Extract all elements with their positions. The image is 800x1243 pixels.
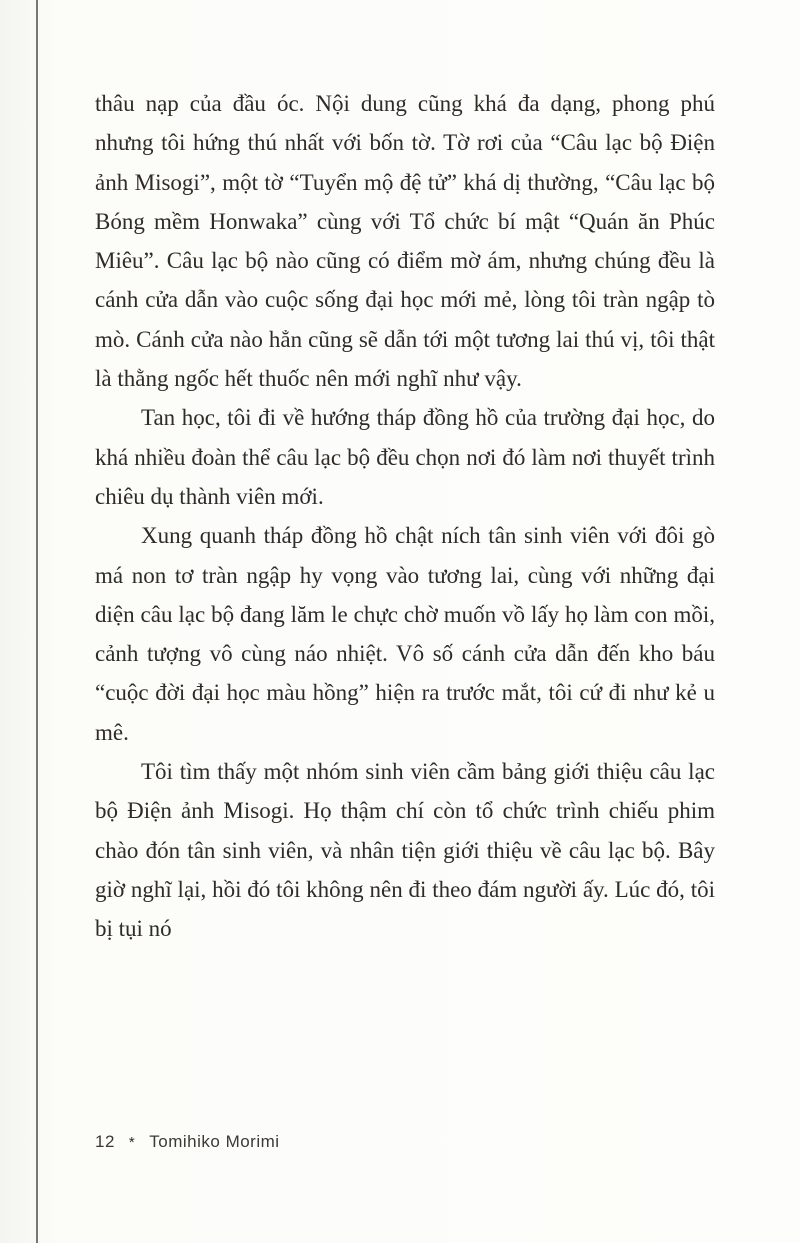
body-text bbox=[95, 84, 715, 949]
paragraph: Xung quanh tháp đồng hồ chật ních tân sinh viên với đôi gò má non tơ tràn ngập hy vọng vào tương lai, cùng với những đại diện câu lạc bộ đang lăm le chực chờ muốn vồ lấy họ làm con mồi, cảnh tượng vô cùng náo nhiệt. Vô số cánh cửa dẫn đến kho báu “cuộc đời đại học màu hồng” hiện ra trước mắt, tôi cứ đi như kẻ u mê. bbox=[95, 523, 715, 745]
paragraph: thâu nạp của đầu óc. Nội dung cũng khá đa dạng, phong phú nhưng tôi hứng thú nhất với bốn tờ. Tờ rơi của “Câu lạc bộ Điện ảnh Misogi”, một tờ “Tuyển mộ đệ tử” khá dị thường, “Câu lạc bộ Bóng mềm Honwaka” cùng với Tổ chức bí mật “Quán ăn Phúc Miêu”. Câu lạc bộ nào cũng có điểm mờ ám, nhưng chúng đều là cánh cửa dẫn vào cuộc sống đại học mới mẻ, lòng tôi tràn ngập tò mò. Cánh cửa nào hẳn cũng sẽ dẫn tới một tương lai thú vị, tôi thật là thằng ngốc hết thuốc nên mới nghĩ như vậy. bbox=[95, 91, 715, 392]
paragraph: Tôi tìm thấy một nhóm sinh viên cầm bảng giới thiệu câu lạc bộ Điện ảnh Misogi. Họ thậm chí còn tổ chức trình chiếu phim chào đón tân sinh viên, và nhân tiện giới thiệu về câu lạc bộ. Bây giờ nghĩ lại, hồi đó tôi không nên đi theo đám người ấy. Lúc đó, tôi bị tụi nó bbox=[95, 759, 715, 942]
page-edge-line bbox=[36, 0, 38, 1243]
page-number: 12 bbox=[95, 1132, 115, 1151]
page-footer bbox=[95, 1132, 715, 1152]
asterisk-icon: * bbox=[128, 1133, 136, 1151]
paragraph: Tan học, tôi đi về hướng tháp đồng hồ của trường đại học, do khá nhiều đoàn thể câu lạc bộ đều chọn nơi đó làm nơi thuyết trình chiêu dụ thành viên mới. bbox=[95, 405, 715, 509]
author-name: Tomihiko Morimi bbox=[149, 1132, 280, 1151]
